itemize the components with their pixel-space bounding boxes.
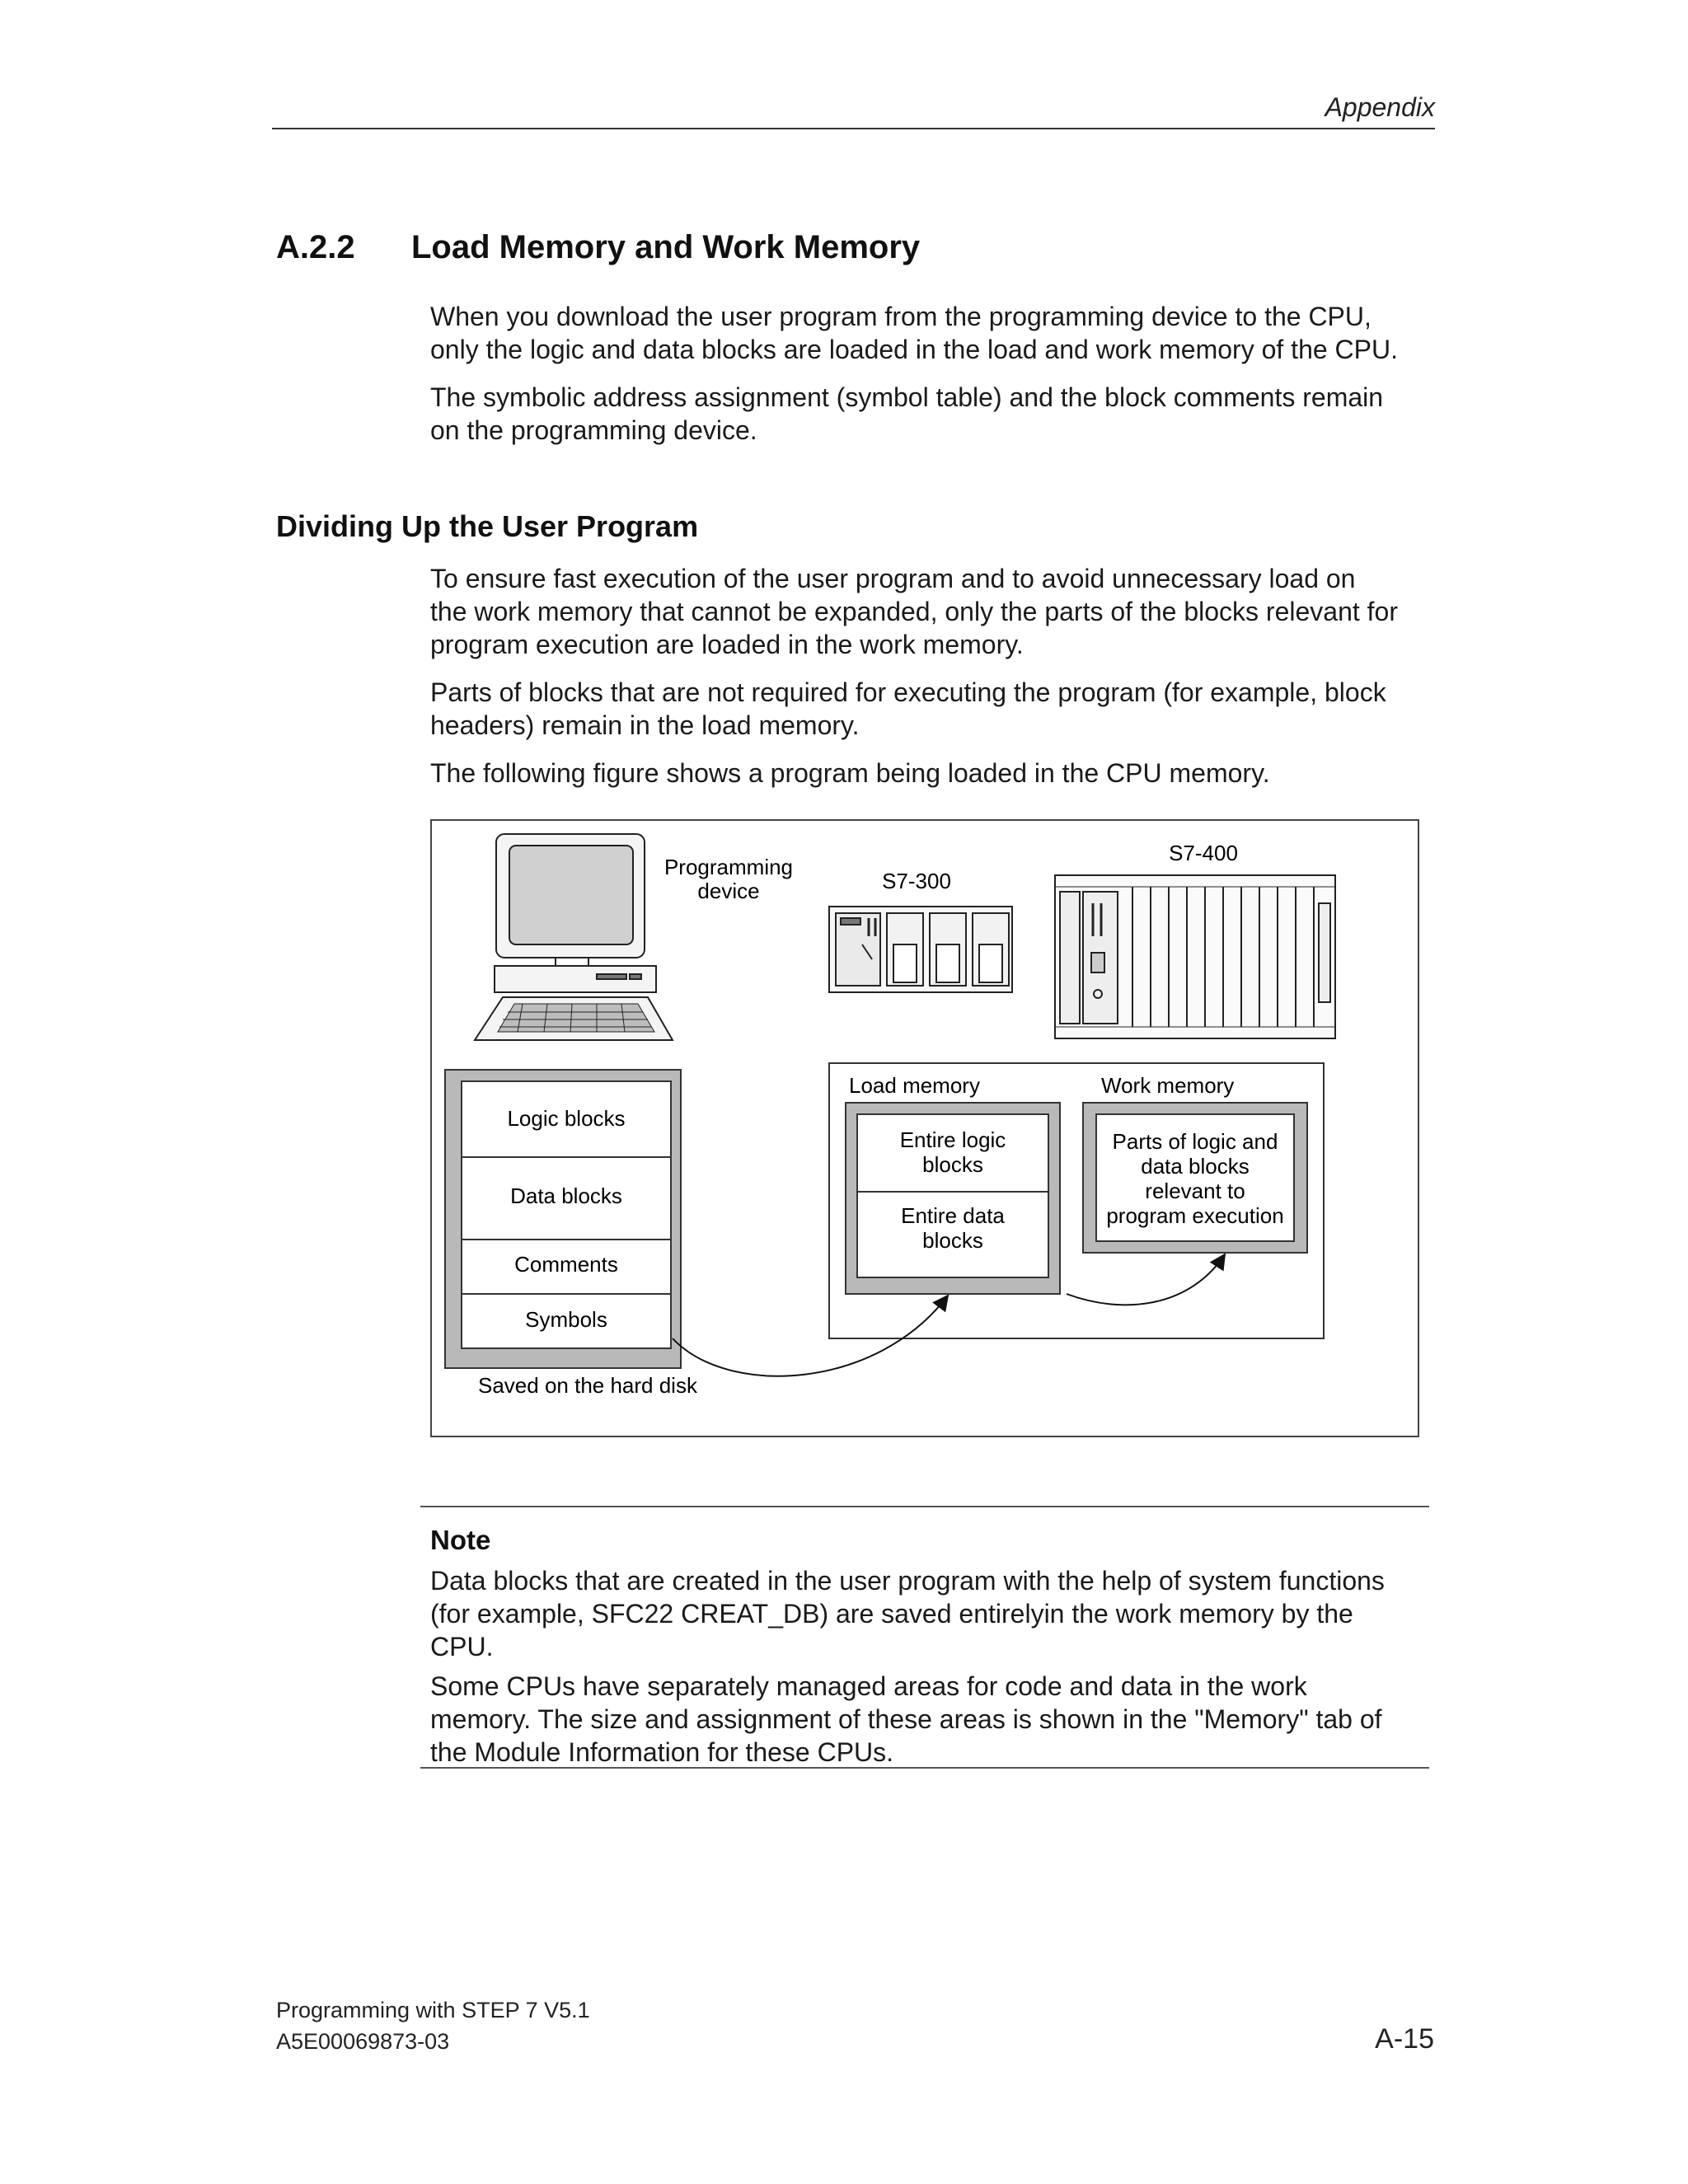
work-block-line-4: program execution — [1106, 1203, 1284, 1228]
subsection-title: Dividing Up the User Program — [276, 509, 699, 543]
pg-block-logic: Logic blocks — [507, 1106, 626, 1131]
load-logic-line-2: blocks — [922, 1152, 983, 1177]
note-paragraph-1 — [430, 1564, 1440, 1663]
load-logic-line-1: Entire logic — [899, 1127, 1006, 1152]
text-line: memory. The size and assignment of these areas is shown in the "Memory" tab of — [430, 1704, 1382, 1734]
work-block-line-3: relevant to — [1145, 1179, 1245, 1203]
text-line: Some CPUs have separately managed areas for code and data in the work — [430, 1671, 1307, 1701]
text-line: CPU. — [430, 1632, 494, 1661]
footer-manual-title: Programming with STEP 7 V5.1 — [276, 1998, 590, 2022]
text-line: program execution are loaded in the work memory. — [430, 630, 1024, 659]
programming-device-label-2: device — [697, 879, 760, 903]
text-line: To ensure fast execution of the user program and to avoid unnecessary load on — [430, 564, 1356, 593]
s7-300-plc-icon — [829, 907, 1012, 992]
pg-block-data: Data blocks — [510, 1183, 622, 1208]
subsection-paragraph-3 — [430, 757, 1440, 790]
intro-paragraph-2 — [430, 381, 1440, 447]
note-paragraph-2 — [430, 1670, 1440, 1769]
pg-block-comments: Comments — [514, 1252, 618, 1277]
text-line: the Module Information for these CPUs. — [430, 1737, 894, 1767]
section-number: A.2.2 — [276, 229, 355, 265]
note-bottom-rule — [420, 1767, 1429, 1769]
text-line: only the logic and data blocks are loaded in the load and work memory of the CPU. — [430, 335, 1398, 364]
text-line: headers) remain in the load memory. — [430, 710, 860, 740]
work-memory-label: Work memory — [1101, 1073, 1235, 1098]
text-line: The symbolic address assignment (symbol table) and the block comments remain — [430, 382, 1384, 412]
running-header: Appendix — [1325, 92, 1435, 122]
section-title: Load Memory and Work Memory — [411, 229, 921, 265]
text-line: Parts of blocks that are not required for executing the program (for example, block — [430, 677, 1386, 707]
page-number: A-15 — [1375, 2023, 1434, 2055]
computer-icon — [475, 834, 673, 1040]
note-title: Note — [430, 1525, 491, 1555]
work-block-line-1: Parts of logic and — [1112, 1129, 1278, 1154]
memory-diagram — [432, 821, 1418, 1436]
programming-device-label-1: Programming — [663, 855, 794, 879]
pg-block-symbols: Symbols — [525, 1307, 607, 1332]
load-data-line-2: blocks — [922, 1228, 983, 1253]
s7-400-label: S7-400 — [1169, 841, 1238, 865]
s7-300-label: S7-300 — [882, 869, 951, 893]
footer-doc-number: A5E00069873-03 — [276, 2029, 450, 2054]
subsection-paragraph-2 — [430, 676, 1440, 742]
load-memory-label: Load memory — [849, 1073, 980, 1098]
text-line: (for example, SFC22 CREAT_DB) are saved entirelyin the work memory by the — [430, 1599, 1353, 1629]
text-line: Data blocks that are created in the user program with the help of system functions — [430, 1566, 1385, 1596]
work-block-line-2: data blocks — [1141, 1154, 1250, 1179]
hard-disk-caption: Saved on the hard disk — [478, 1373, 697, 1398]
text-line: the work memory that cannot be expanded, only the parts of the blocks relevant for — [430, 597, 1398, 626]
subsection-paragraph-1 — [430, 562, 1440, 661]
intro-paragraph-1 — [430, 300, 1440, 366]
header-rule — [272, 128, 1435, 129]
s7-400-plc-icon — [1055, 875, 1335, 1038]
load-data-line-1: Entire data — [901, 1203, 1005, 1228]
text-line: The following figure shows a program being loaded in the CPU memory. — [430, 758, 1270, 788]
text-line: on the programming device. — [430, 415, 757, 445]
text-line: When you download the user program from the programming device to the CPU, — [430, 302, 1372, 331]
note-top-rule — [420, 1506, 1429, 1507]
figure-frame — [430, 819, 1419, 1437]
